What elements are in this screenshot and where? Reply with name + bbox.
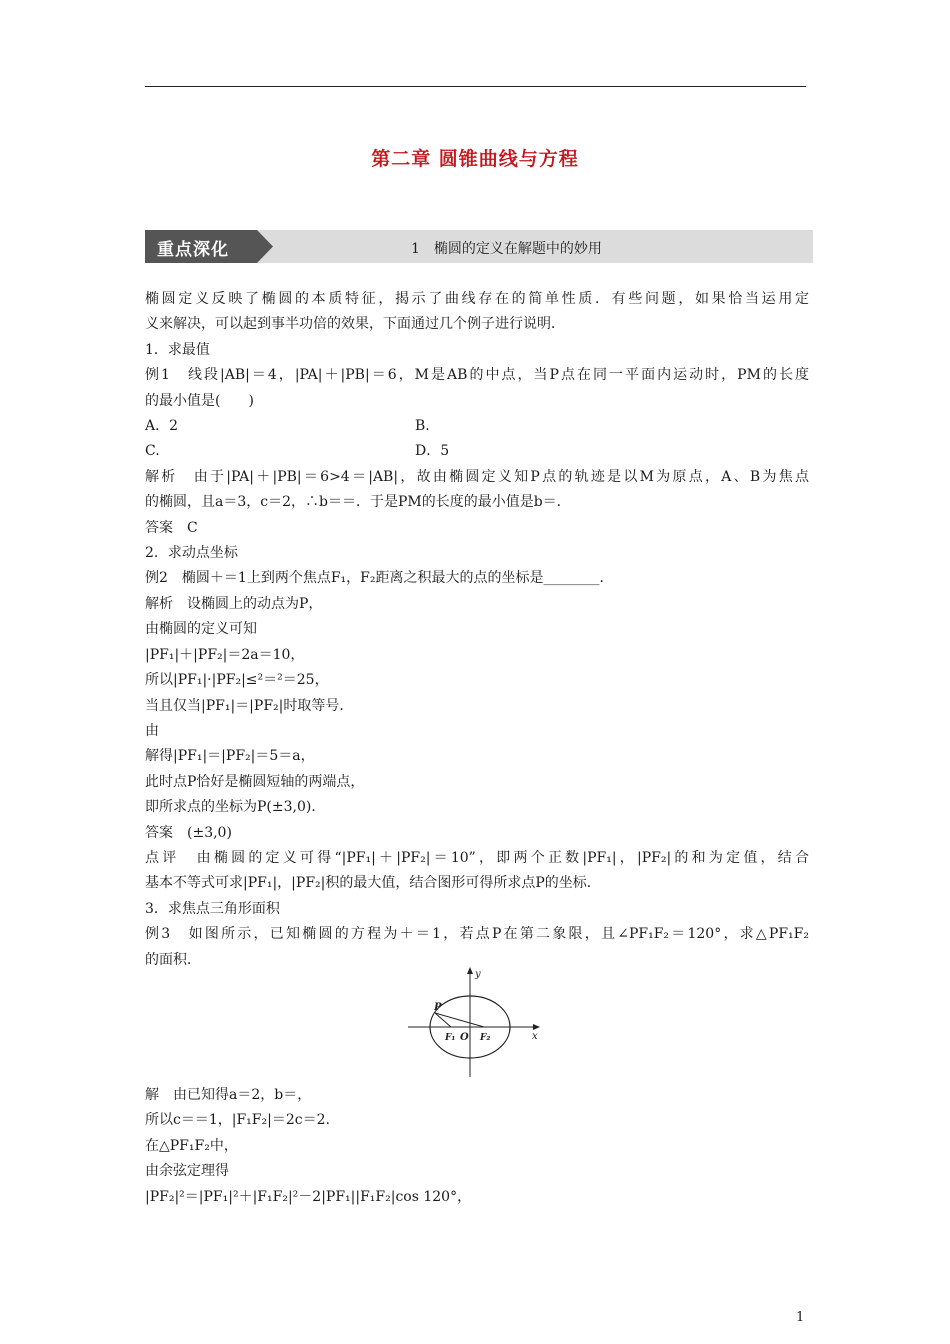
label-x: x	[532, 1031, 538, 1042]
paragraph-line: 点评 由椭圆的定义可得“|PF₁|＋|PF₂|＝10”，即两个正数|PF₁|，|PF₂|的和为定值，结合	[145, 849, 809, 866]
x-axis-arrow	[533, 1024, 540, 1030]
option-d: D．5	[415, 443, 450, 460]
option-b: B.	[415, 418, 430, 435]
paragraph-line: 义来解决，可以起到事半功倍的效果，下面通过几个例子进行说明．	[145, 316, 565, 333]
paragraph-line: 例3 如图所示，已知椭圆的方程为＋＝1，若点P在第二象限，且∠PF₁F₂＝120°，求△PF₁F₂	[145, 926, 809, 943]
label-y: y	[475, 969, 481, 980]
paragraph-line: 解析 由于|PA|＋|PB|＝6>4＝|AB|，故由椭圆定义知P点的轨迹是以M为原点，A、B为焦点	[145, 468, 809, 485]
heading-line: 1．求最值	[145, 341, 210, 358]
paragraph-line: 椭圆定义反映了椭圆的本质特征，揭示了曲线存在的简单性质．有些问题，如果恰当运用定	[145, 291, 809, 307]
options-row	[145, 414, 809, 439]
solution-text	[145, 1083, 809, 1210]
paragraph-line: 的面积．	[145, 951, 201, 968]
paragraph-line: |PF₂|²＝|PF₁|²＋|F₁F₂|²－2|PF₁||F₁F₂|cos 120°，	[145, 1188, 472, 1205]
options-row	[145, 439, 809, 464]
page-number: 1	[796, 1310, 805, 1325]
paragraph-line: 即所求点的坐标为P(±3,0)．	[145, 799, 326, 816]
paragraph-line: 解 由已知得a＝2，b＝，	[145, 1087, 312, 1103]
paragraph-line: 例2 椭圆＋＝1上到两个焦点F₁，F₂距离之积最大的点的坐标是________．	[145, 570, 614, 587]
paragraph-line: 由余弦定理得	[145, 1163, 229, 1180]
option-c: C.	[145, 443, 160, 460]
label-f2: F₂	[480, 1033, 491, 1043]
answer-line: 答案 (±3,0)	[145, 824, 232, 841]
banner-tag-label: 重点深化	[157, 240, 229, 260]
ellipse-figure	[404, 965, 544, 1080]
paragraph-line: 的椭圆，且a＝3，c＝2，∴b＝＝．于是PM的长度的最小值是b＝．	[145, 494, 571, 511]
header-rule	[145, 86, 806, 87]
chapter-title: 第二章 圆锥曲线与方程	[371, 148, 579, 170]
body-text	[145, 287, 809, 973]
paragraph-line: 此时点P恰好是椭圆短轴的两端点，	[145, 773, 365, 790]
option-a: A．2	[145, 418, 179, 435]
label-p: P	[434, 1002, 442, 1013]
paragraph-line: 在△PF₁F₂中，	[145, 1137, 238, 1154]
heading-line: 3．求焦点三角形面积	[145, 900, 280, 917]
section-title: 1 椭圆的定义在解题中的妙用	[411, 241, 602, 257]
label-f1: F₁	[445, 1033, 456, 1043]
paragraph-line: 解得|PF₁|＝|PF₂|＝5＝a，	[145, 748, 315, 765]
paragraph-line: 例1 线段|AB|＝4，|PA|＋|PB|＝6，M是AB的中点，当P点在同一平面内运动时，PM的长度	[145, 367, 809, 384]
answer-line: 答案 C	[145, 519, 198, 536]
paragraph-line: 由	[145, 722, 159, 739]
paragraph-line: 由椭圆的定义可知	[145, 621, 257, 638]
paragraph-line: 当且仅当|PF₁|＝|PF₂|时取等号．	[145, 697, 354, 714]
paragraph-line: 基本不等式可求|PF₁|，|PF₂|积的最大值，结合图形可得所求点P的坐标．	[145, 875, 601, 892]
y-axis-arrow	[467, 967, 473, 974]
paragraph-line: 所以|PF₁|·|PF₂|≤²＝²＝25，	[145, 672, 329, 689]
section-banner	[145, 230, 813, 263]
paragraph-line: |PF₁|＋|PF₂|＝2a＝10，	[145, 646, 305, 663]
paragraph-line: 解析 设椭圆上的动点为P，	[145, 595, 323, 612]
label-o: O	[460, 1032, 469, 1043]
paragraph-line: 的最小值是( )	[145, 392, 254, 409]
paragraph-line: 所以c＝＝1，|F₁F₂|＝2c＝2.	[145, 1112, 330, 1129]
heading-line: 2．求动点坐标	[145, 545, 238, 562]
